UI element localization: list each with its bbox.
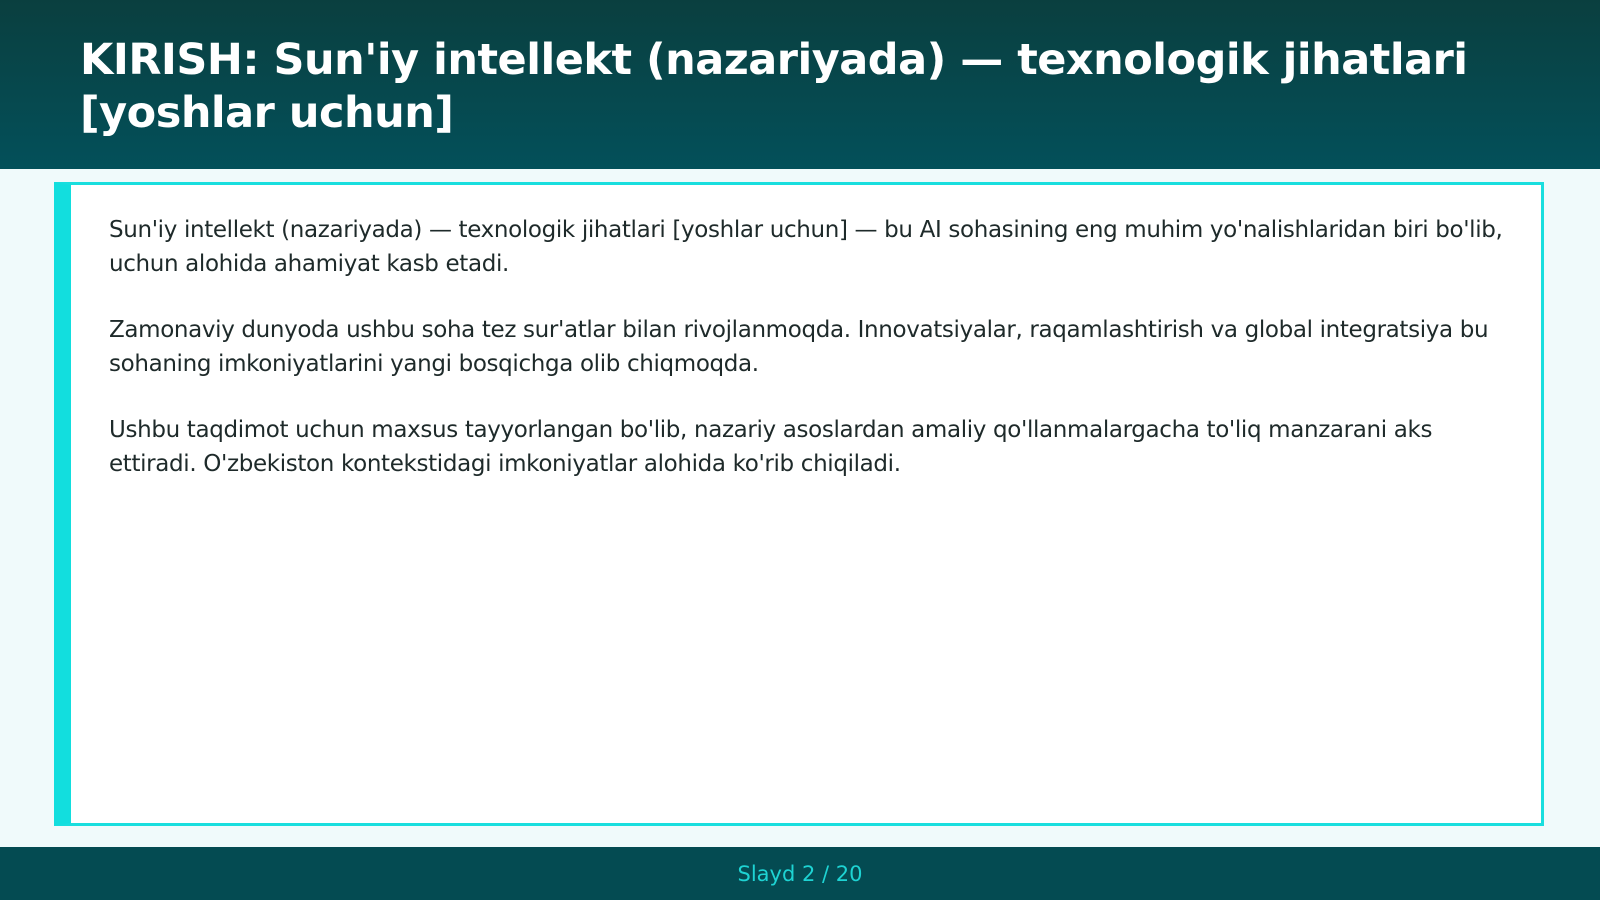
intro-paragraph: Sun'iy intellekt (nazariyada) — texnologik jihatlari [yoshlar uchun] — bu AI sohasining eng muhim yo'nalishlaridan biri bo'lib, uchun alohida ahamiyat kasb etadi. <box>109 217 1503 277</box>
context-paragraph: Zamonaviy dunyoda ushbu soha tez sur'atlar bilan rivojlanmoqda. Innovatsiyalar, raqamlashtirish va global integratsiya bu sohaning imkoniyatlarini yangi bosqichga olib chiqmoqda. <box>109 317 1489 377</box>
scope-paragraph: Ushbu taqdimot uchun maxsus tayyorlangan bo'lib, nazariy asoslardan amaliy qo'llanmalargacha to'liq manzarani aks ettiradi. O'zbekiston kontekstidagi imkoniyatlar alohida ko'rib chiqiladi. <box>109 417 1433 477</box>
slide-number: Slayd 2 / 20 <box>737 862 863 886</box>
content-card <box>54 182 1544 826</box>
slide-header <box>0 0 1600 169</box>
slide-title: KIRISH: Sun'iy intellekt (nazariyada) — texnologik jihatlari [yoshlar uchun] <box>80 35 1468 138</box>
slide-footer <box>0 847 1600 900</box>
